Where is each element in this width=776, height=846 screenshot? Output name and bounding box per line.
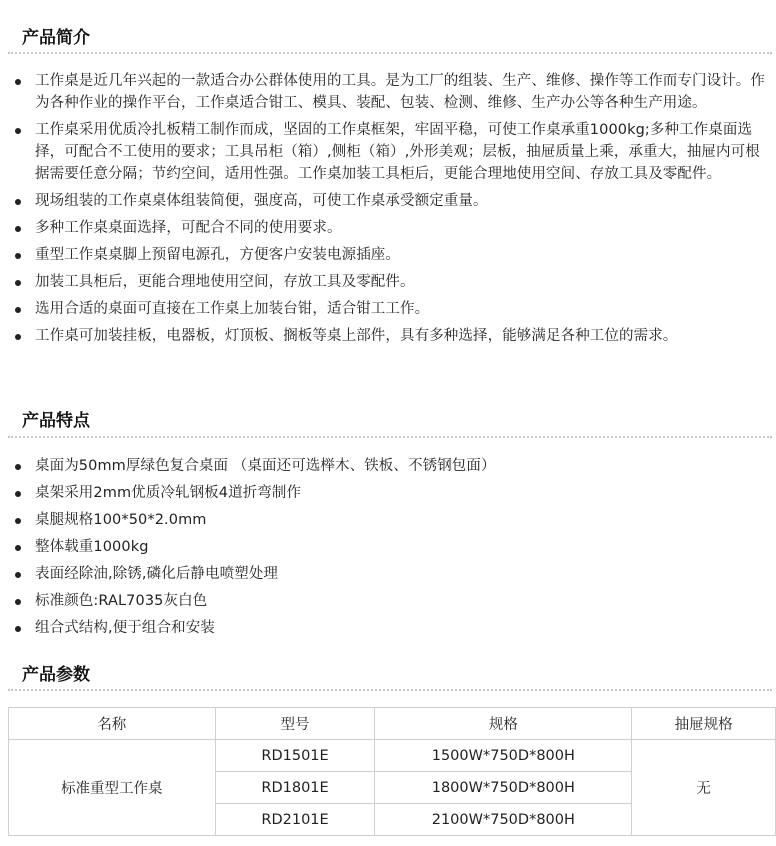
model-cell: RD1501E — [215, 740, 375, 772]
feature-item: 桌架采用2mm优质冷轧钢板4道折弯制作 — [0, 482, 776, 504]
header-spec: 规格 — [375, 708, 632, 740]
header-model: 型号 — [215, 708, 375, 740]
intro-item: 重型工作桌桌脚上预留电源孔，方便客户安装电源插座。 — [0, 244, 776, 266]
model-cell: RD1801E — [215, 772, 375, 804]
feature-item: 表面经除油,除锈,磷化后静电喷塑处理 — [0, 563, 776, 585]
feature-item: 桌面为50mm厚绿色复合桌面 （桌面还可选榉木、铁板、不锈钢包面） — [0, 455, 776, 477]
divider — [8, 689, 772, 691]
spec-cell: 1800W*750D*800H — [375, 772, 632, 804]
header-drawer: 抽屉规格 — [632, 708, 776, 740]
feature-item: 整体载重1000kg — [0, 536, 776, 558]
params-title: 产品参数 — [22, 665, 90, 685]
intro-title: 产品简介 — [22, 28, 90, 48]
divider — [8, 52, 772, 54]
drawer-cell: 无 — [632, 740, 776, 836]
intro-item: 工作桌可加装挂板，电器板，灯顶板、搁板等桌上部件，具有多种选择，能够满足各种工位的需求。 — [0, 325, 776, 347]
table-header-row — [9, 708, 776, 740]
intro-item: 加装工具柜后，更能合理地使用空间，存放工具及零配件。 — [0, 271, 776, 293]
feature-item: 桌腿规格100*50*2.0mm — [0, 509, 776, 531]
intro-list — [0, 70, 776, 352]
model-cell: RD2101E — [215, 804, 375, 836]
features-title: 产品特点 — [22, 411, 90, 431]
params-table — [8, 707, 776, 836]
intro-item: 多种工作桌桌面选择，可配合不同的使用要求。 — [0, 217, 776, 239]
features-list — [0, 455, 776, 644]
header-name: 名称 — [9, 708, 216, 740]
spec-cell: 2100W*750D*800H — [375, 804, 632, 836]
intro-item: 现场组装的工作桌桌体组装简便，强度高，可使工作桌承受额定重量。 — [0, 190, 776, 212]
divider — [8, 436, 772, 438]
feature-item: 组合式结构,便于组合和安装 — [0, 617, 776, 639]
product-name-cell: 标准重型工作桌 — [9, 740, 216, 836]
intro-item: 工作桌采用优质冷扎板精工制作而成，坚固的工作桌框架，牢固平稳，可使工作桌承重1000kg;多种工作桌面选择，可配合不工使用的要求；工具吊柜（箱）,侧柜（箱）,外形美观；层板，抽屉质量上乘，承重大，抽屉内可根据需要任意分隔；节约空间，适用性强。工作桌加装工具柜后，更能合理地使用空间、存放工具及零配件。 — [0, 119, 776, 185]
intro-item: 工作桌是近几年兴起的一款适合办公群体使用的工具。是为工厂的组装、生产、维修、操作等工作而专门设计。作为各种作业的操作平台，工作桌适合钳工、模具、装配、包装、检测、维修、生产办公等各种生产用途。 — [0, 70, 776, 114]
intro-item: 选用合适的桌面可直接在工作桌上加装台钳，适合钳工工作。 — [0, 298, 776, 320]
table-row — [9, 740, 776, 772]
spec-cell: 1500W*750D*800H — [375, 740, 632, 772]
feature-item: 标准颜色:RAL7035灰白色 — [0, 590, 776, 612]
